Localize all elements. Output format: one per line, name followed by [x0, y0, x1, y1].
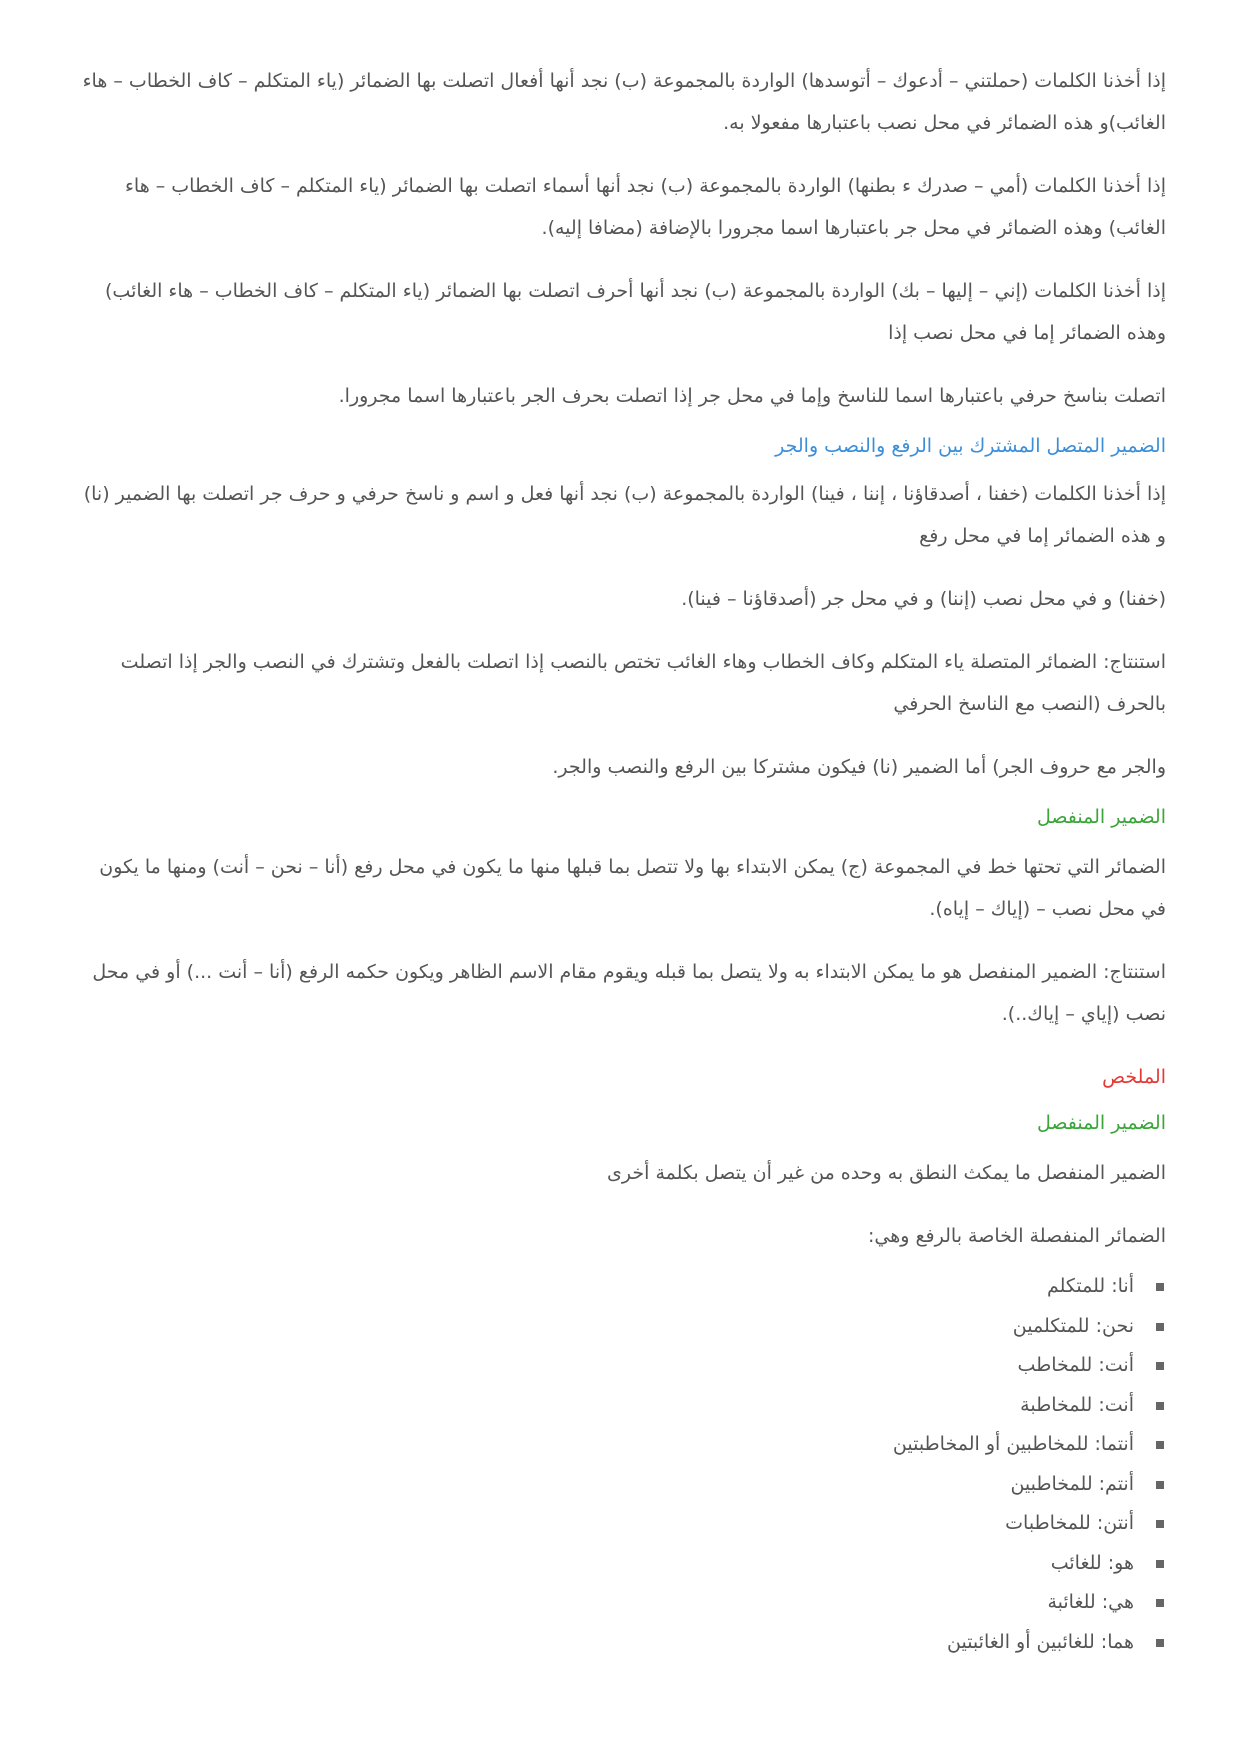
list-item-text: هو: للغائب: [1050, 1551, 1134, 1574]
intro-paragraph-2: إذا أخذنا الكلمات (أمي – صدرك ء بطنها) الواردة بالمجموعة (ب) نجد أنها أسماء اتصلت بها الضمائر (ياء المتكلم – كاف الخطاب – هاء الغائب) وهذه الضمائر في محل جر باعتبارها اسما مجرورا بالإضافة (مضافا إليه).: [124, 175, 1166, 239]
summary-heading: الملخص: [1102, 1066, 1166, 1088]
list-item-text: أنت: للمخاطب: [1017, 1354, 1134, 1376]
summary-paragraph-2: الضمائر المنفصلة الخاصة بالرفع وهي:: [867, 1225, 1166, 1247]
list-item: [76, 1386, 1166, 1426]
list-item: [76, 1465, 1166, 1505]
list-item: [76, 1346, 1166, 1386]
list-item-text: نحن: للمتكلمين: [1012, 1314, 1134, 1337]
summary-paragraph-1: الضمير المنفصل ما يمكث النطق به وحده من غير أن يتصل بكلمة أخرى: [607, 1162, 1166, 1184]
pronoun-list: [76, 1267, 1166, 1662]
square-bullet-icon: [1156, 1520, 1164, 1528]
square-bullet-icon: [1156, 1639, 1164, 1647]
shared-paragraph-4: والجر مع حروف الجر) أما الضمير (نا) فيكون مشتركا بين الرفع والنصب والجر.: [552, 756, 1166, 778]
square-bullet-icon: [1156, 1560, 1164, 1568]
shared-pronoun-heading: الضمير المتصل المشترك بين الرفع والنصب والجر: [775, 435, 1166, 457]
list-item: [76, 1623, 1166, 1663]
intro-paragraph-1: إذا أخذنا الكلمات (حملتني – أدعوك – أتوسدها) الواردة بالمجموعة (ب) نجد أنها أفعال اتصلت بها الضمائر (ياء المتكلم – كاف الخطاب – هاء الغائب)و هذه الضمائر في محل نصب باعتبارها مفعولا به.: [82, 70, 1166, 134]
list-item-text: أنا: للمتكلم: [1046, 1275, 1134, 1297]
list-item-text: هي: للغائبة: [1047, 1591, 1134, 1613]
list-item: [76, 1267, 1166, 1307]
square-bullet-icon: [1156, 1362, 1164, 1370]
list-item: [76, 1504, 1166, 1544]
detached-paragraph-2: استنتاج: الضمير المنفصل هو ما يمكن الابتداء به ولا يتصل بما قبله ويقوم مقام الاسم الظاهر ويكون حكمه الرفع (أنا – أنت ...) أو في محل نصب (إياي – إياك..).: [92, 961, 1166, 1025]
detached-paragraph-1: الضمائر التي تحتها خط في المجموعة (ج) يمكن الابتداء بها ولا تتصل بما قبلها منها ما يكون في محل رفع (أنا – نحن – أنت) ومنها ما يكون في محل نصب – (إياك – إياه).: [99, 856, 1166, 920]
square-bullet-icon: [1156, 1402, 1164, 1410]
shared-paragraph-1: إذا أخذنا الكلمات (خفنا ، أصدقاؤنا ، إننا ، فينا) الواردة بالمجموعة (ب) نجد أنها فعل و اسم و ناسخ حرفي و حرف جر اتصلت بها الضمير (نا) و هذه الضمائر إما في محل رفع: [83, 483, 1166, 547]
square-bullet-icon: [1156, 1441, 1164, 1449]
list-item-text: هما: للغائبين أو الغائبتين: [947, 1630, 1134, 1653]
summary-subheading: الضمير المنفصل: [1036, 1112, 1166, 1134]
list-item: [76, 1425, 1166, 1465]
intro-paragraph-3: إذا أخذنا الكلمات (إني – إليها – بك) الواردة بالمجموعة (ب) نجد أنها أحرف اتصلت بها الضمائر (ياء المتكلم – كاف الخطاب – هاء الغائب) وهذه الضمائر إما في محل نصب إذا: [105, 280, 1166, 344]
list-item-text: أنت: للمخاطبة: [1020, 1393, 1134, 1416]
list-item: [76, 1544, 1166, 1584]
list-item: [76, 1583, 1166, 1623]
shared-paragraph-2: (خفنا) و في محل نصب (إننا) و في محل جر (أصدقاؤنا – فينا).: [681, 588, 1166, 610]
list-item-text: أنتما: للمخاطبين أو المخاطبتين: [892, 1433, 1134, 1455]
detached-pronoun-heading: الضمير المنفصل: [1036, 806, 1166, 828]
intro-paragraph-4: اتصلت بناسخ حرفي باعتبارها اسما للناسخ وإما في محل جر إذا اتصلت بحرف الجر باعتبارها اسما مجرورا.: [338, 385, 1166, 407]
list-item-text: أنتم: للمخاطبين: [1010, 1472, 1134, 1495]
square-bullet-icon: [1156, 1283, 1164, 1291]
square-bullet-icon: [1156, 1323, 1164, 1331]
square-bullet-icon: [1156, 1481, 1164, 1489]
shared-paragraph-3: استنتاج: الضمائر المتصلة ياء المتكلم وكاف الخطاب وهاء الغائب تختص بالنصب إذا اتصلت بالفعل وتشترك في النصب والجر إذا اتصلت بالحرف (النصب مع الناسخ الحرفي: [120, 651, 1166, 715]
list-item: [76, 1307, 1166, 1347]
square-bullet-icon: [1156, 1599, 1164, 1607]
list-item-text: أنتن: للمخاطبات: [1005, 1512, 1134, 1534]
